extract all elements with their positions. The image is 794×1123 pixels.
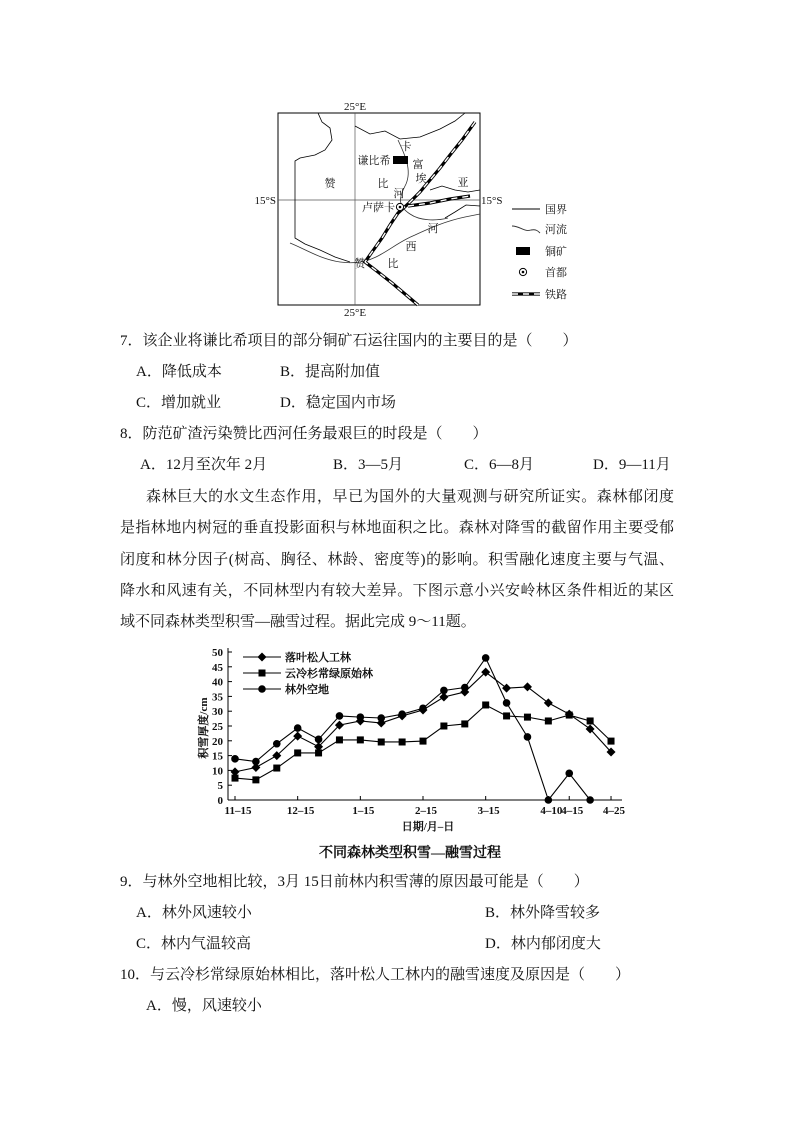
x-tick-label: 4–25 — [603, 805, 626, 817]
legend-label-open: 林外空地 — [285, 684, 329, 696]
data-point-open — [398, 710, 406, 718]
data-point-spruce — [608, 738, 615, 745]
lon-label-top: 25°E — [343, 101, 367, 113]
x-tick-label: 2–15 — [415, 805, 438, 817]
data-point-spruce — [524, 714, 531, 721]
river-legend-icon — [512, 226, 540, 233]
legend-capital-label: 首都 — [545, 267, 567, 279]
data-point-open — [377, 714, 385, 722]
q8-stem: 8．防范矿渣污染赞比西河任务最艰巨的时段是（ ） — [120, 426, 488, 442]
map-legend — [512, 203, 567, 301]
y-tick-label: 20 — [212, 735, 223, 748]
data-point-open — [565, 770, 573, 778]
country-label-3: 亚 — [457, 177, 469, 189]
x-tick-label: 11–15 — [224, 805, 252, 817]
q8-option-d[interactable]: D．9—11月 — [593, 457, 671, 473]
q7-option-a[interactable]: A．降低成本 — [136, 364, 222, 380]
data-point-spruce — [232, 775, 239, 782]
q8-option-c[interactable]: C．6—8月 — [464, 457, 535, 473]
x-tick-label: 1–15 — [352, 805, 375, 817]
border-southeast — [445, 205, 480, 218]
data-point-open — [419, 704, 427, 712]
data-point-open — [545, 796, 553, 804]
kafue-label-2: 富 — [412, 159, 424, 171]
q8-option-a[interactable]: A．12月至次年 2月 — [140, 457, 268, 473]
data-point-spruce — [440, 723, 447, 730]
q9-stem: 9．与林外空地相比较，3月 15日前林内积雪薄的原因最可能是（ ） — [120, 874, 589, 890]
data-point-spruce — [357, 736, 364, 743]
zambezi-label-3: 西 — [405, 241, 417, 253]
q7-stem: 7．该企业将谦比希项目的部分铜矿石运往国内的主要目的是（ ） — [120, 333, 578, 349]
data-point-open — [503, 699, 511, 707]
x-tick-label: 4–10 — [540, 805, 563, 817]
border-west — [295, 113, 350, 262]
data-point-spruce — [294, 749, 301, 756]
mine-label: 谦比希 — [357, 155, 391, 167]
diamond-marker-icon — [258, 653, 267, 662]
data-point-open — [252, 758, 260, 766]
y-tick-label: 15 — [212, 750, 223, 763]
data-point-larch — [544, 698, 553, 707]
zambezi-river — [290, 214, 480, 263]
data-point-spruce — [503, 712, 510, 719]
legend-border-label: 国界 — [545, 204, 567, 216]
passage-line-5: 域不同森林类型积雪—融雪过程。据此完成 9～11题。 — [120, 614, 476, 630]
border-east — [430, 186, 480, 192]
passage-line-3: 闭度和林分因子(树高、胸径、林龄、密度等)的影响。积雪融化速度主要与气温、 — [120, 552, 674, 568]
kafue-label-4: 河 — [393, 188, 405, 200]
y-tick-label: 10 — [212, 765, 223, 778]
data-point-spruce — [482, 701, 489, 708]
data-point-open — [273, 740, 281, 748]
capital-label: 卢萨卡 — [362, 202, 395, 214]
data-point-open — [586, 796, 594, 804]
q10-stem: 10．与云冷杉常绿原始林相比，落叶松人工林内的融雪速度及原因是（ ） — [120, 967, 631, 983]
chart-title: 不同森林类型积雪—融雪过程 — [319, 846, 501, 861]
lat-label-left: 15°S — [254, 195, 276, 207]
q9-option-a[interactable]: A．林外风速较小 — [136, 905, 252, 921]
border-north — [355, 113, 465, 139]
data-point-spruce — [566, 712, 573, 719]
passage-line-2: 是指林地内树冠的垂直投影面积与林地面积之比。森林对降雪的截留作用主要受郁 — [120, 520, 674, 536]
capital-icon — [396, 203, 403, 210]
y-tick-label: 25 — [212, 721, 223, 733]
q9-option-b[interactable]: B．林外降雪较多 — [485, 905, 601, 921]
data-point-open — [440, 687, 448, 695]
legend-label-spruce: 云冷杉常绿原始林 — [285, 668, 373, 680]
chart-svg — [190, 640, 640, 865]
data-point-open — [482, 654, 490, 662]
mine-legend-icon — [516, 247, 530, 255]
data-point-spruce — [378, 738, 385, 745]
kafue-label-1: 卡 — [400, 141, 412, 153]
capital-legend-icon — [519, 268, 526, 275]
y-tick-label: 35 — [212, 691, 223, 704]
data-point-open — [231, 755, 239, 763]
q7-option-d[interactable]: D．稳定国内市场 — [280, 395, 396, 411]
data-point-spruce — [587, 717, 594, 724]
data-point-larch — [523, 682, 532, 691]
zambezi-label-4: 河 — [427, 223, 439, 235]
legend-river-label: 河流 — [545, 224, 567, 236]
q9-option-c[interactable]: C．林内气温较高 — [136, 936, 252, 952]
data-point-spruce — [545, 717, 552, 724]
y-tick-label: 30 — [212, 706, 223, 719]
zambezi-label-2: 比 — [387, 258, 399, 270]
passage-line-1: 森林巨大的水文生态作用，早已为国外的大量观测与研究所证实。森林郁闭度 — [146, 489, 674, 505]
country-label-1: 赞 — [324, 178, 336, 190]
data-point-larch — [502, 684, 511, 693]
y-tick-label: 40 — [212, 676, 223, 689]
data-point-open — [524, 733, 532, 741]
lon-label-bottom: 25°E — [343, 307, 367, 319]
country-label-2: 比 — [377, 178, 389, 190]
y-tick-label: 50 — [212, 647, 223, 659]
circle-marker-icon — [258, 685, 266, 693]
legend-label-larch: 落叶松人工林 — [285, 652, 351, 664]
data-point-spruce — [420, 738, 427, 745]
copper-mine-icon — [393, 156, 408, 164]
data-point-spruce — [315, 749, 322, 756]
square-marker-icon — [259, 670, 266, 677]
x-axis-label: 日期/月–日 — [401, 821, 455, 833]
x-tick-label: 3–15 — [477, 805, 500, 817]
data-point-open — [357, 713, 365, 721]
data-point-open — [461, 684, 469, 692]
y-tick-label: 0 — [217, 795, 223, 807]
data-point-open — [294, 724, 302, 732]
q9-option-d[interactable]: D．林内郁闭度大 — [485, 936, 601, 952]
y-tick-label: 5 — [217, 780, 223, 793]
data-point-spruce — [399, 738, 406, 745]
y-axis-label: 积雪厚度/cm — [198, 697, 210, 759]
legend-railway-label: 铁路 — [545, 289, 567, 301]
kafue-label-3: 埃 — [415, 173, 427, 185]
data-point-spruce — [252, 776, 259, 783]
chart-legend — [243, 650, 374, 696]
zambia-map — [250, 98, 590, 318]
q8-option-b[interactable]: B．3—5月 — [333, 457, 404, 473]
data-point-open — [315, 736, 323, 744]
passage-line-4: 降水和风速有关，不同林型内有较大差异。下图示意小兴安岭林区条件相近的某区 — [120, 583, 674, 599]
zambezi-label-1: 赞 — [354, 258, 366, 270]
data-point-spruce — [273, 765, 280, 772]
y-tick-label: 45 — [212, 661, 223, 674]
q10-option-a[interactable]: A．慢，风速较小 — [146, 998, 262, 1014]
q7-option-c[interactable]: C．增加就业 — [136, 395, 222, 411]
data-point-spruce — [336, 736, 343, 743]
data-point-spruce — [461, 720, 468, 727]
lat-label-right: 15°S — [481, 195, 503, 207]
x-tick-label: 4–15 — [561, 805, 584, 817]
data-point-open — [336, 712, 344, 720]
legend-mine-label: 铜矿 — [545, 246, 567, 258]
q7-option-b[interactable]: B．提高附加值 — [280, 364, 381, 380]
x-tick-label: 12–15 — [286, 805, 315, 817]
